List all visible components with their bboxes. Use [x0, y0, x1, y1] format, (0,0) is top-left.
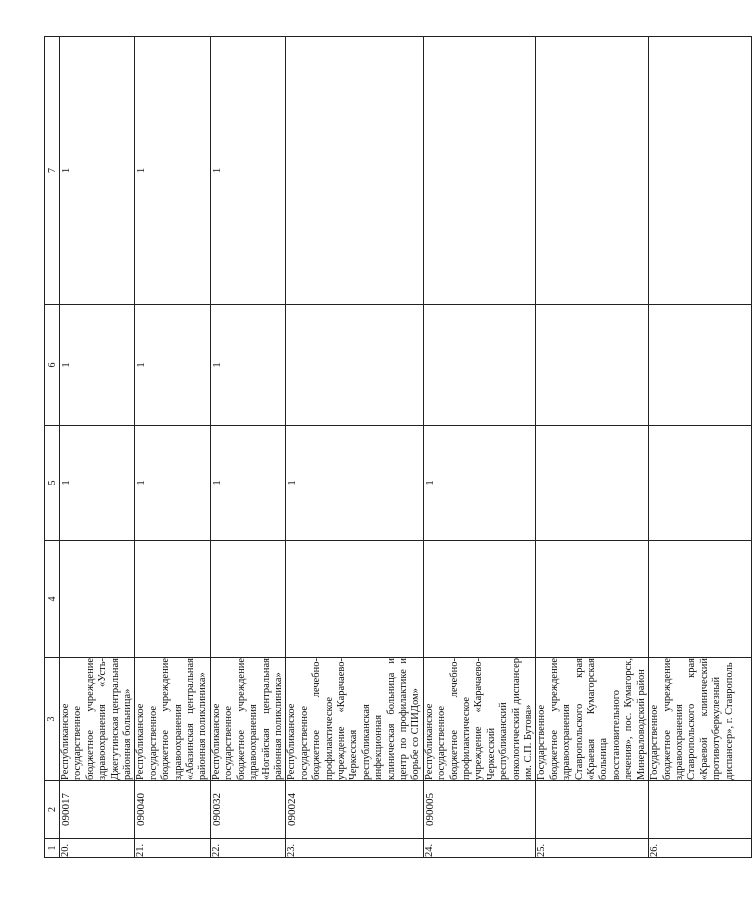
facility-name: Республиканское государственное бюджетное учреждение здравоохранения «Абазинская центральная районная поликлиника» [135, 658, 209, 780]
cell-col-5: 1 [210, 426, 285, 541]
facility-name: Республиканское государственное бюджетное лечебно-профилактическое учреждение «Карачаево-Черкесский республиканский онкологический диспансер им. С.П. Бутова» [423, 658, 535, 780]
header-cell-1: 1 [45, 839, 60, 858]
header-cell-4: 4 [45, 541, 60, 658]
facility-code: 090040 [135, 781, 210, 839]
cell-col-4 [60, 541, 135, 658]
cell-col-7 [536, 37, 649, 305]
facility-code [536, 781, 649, 839]
row-number: 24. [423, 839, 536, 858]
table-row [286, 37, 423, 858]
header-cell-5: 5 [45, 426, 60, 541]
facility-name: Республиканское государственное бюджетное лечебно-профилактическое учреждение «Карачаево-Черкесская республиканская инфекционная клиническая больница и центр по профилактике и борьбе со СПИДом» [286, 658, 422, 780]
row-number: 22. [210, 839, 285, 858]
facility-code: 090017 [60, 781, 135, 839]
table-row [60, 37, 135, 858]
facility-name: Государственное бюджетное учреждение здравоохранения Ставропольского края «Краевой клинический противотуберкулезный диспансер», г. Ставрополь [649, 658, 752, 781]
facility-name: Республиканское государственное бюджетное учреждение здравоохранения «Усть-Джегутинская центральная районная больница» [60, 658, 134, 780]
cell-col-7 [649, 37, 752, 305]
cell-col-4 [135, 541, 210, 658]
cell-col-5 [536, 426, 649, 541]
cell-col-7 [423, 37, 536, 305]
cell-col-6 [423, 305, 536, 426]
header-cell-3: 3 [45, 658, 60, 781]
cell-col-6: 1 [60, 305, 135, 426]
cell-col-6 [286, 305, 423, 426]
rotated-page [44, 36, 735, 858]
cell-col-6 [536, 305, 649, 426]
cell-col-5: 1 [286, 426, 423, 541]
cell-col-4 [210, 541, 285, 658]
cell-col-7: 1 [60, 37, 135, 305]
facility-name: Республиканское государственное бюджетное учреждение здравоохранения «Ногайская центральная районная поликлиника» [210, 658, 284, 780]
facility-code: 090005 [423, 781, 536, 839]
cell-col-5: 1 [423, 426, 536, 541]
table-row [423, 37, 536, 858]
facility-code: 090024 [286, 781, 423, 839]
cell-col-6: 1 [135, 305, 210, 426]
row-number: 23. [286, 839, 423, 858]
header-row [45, 37, 60, 858]
facilities-table [44, 36, 752, 858]
table-row [135, 37, 210, 858]
cell-col-4 [423, 541, 536, 658]
header-cell-2: 2 [45, 781, 60, 839]
table-row [210, 37, 285, 858]
cell-col-7: 1 [210, 37, 285, 305]
facility-name: Государственное бюджетное учреждение здравоохранения Ставропольского края «Краевая Кумагорская больница восстановительного лечения», пос. Кумагорск, Минераловодский район [536, 658, 647, 780]
cell-col-5: 1 [135, 426, 210, 541]
cell-col-5 [649, 426, 752, 541]
cell-col-7 [286, 37, 423, 305]
cell-col-7: 1 [135, 37, 210, 305]
header-cell-7: 7 [45, 37, 60, 305]
header-cell-6: 6 [45, 305, 60, 426]
cell-col-6 [649, 305, 752, 426]
table-row [649, 37, 752, 858]
table-row [536, 37, 649, 858]
row-number: 21. [135, 839, 210, 858]
row-number: 20. [60, 839, 135, 858]
cell-col-5: 1 [60, 426, 135, 541]
row-number: 26. [649, 839, 752, 858]
cell-col-4 [649, 541, 752, 658]
facility-code: 090032 [210, 781, 285, 839]
facility-code [649, 781, 752, 839]
cell-col-4 [536, 541, 649, 658]
cell-col-6: 1 [210, 305, 285, 426]
cell-col-4 [286, 541, 423, 658]
row-number: 25. [536, 839, 649, 858]
